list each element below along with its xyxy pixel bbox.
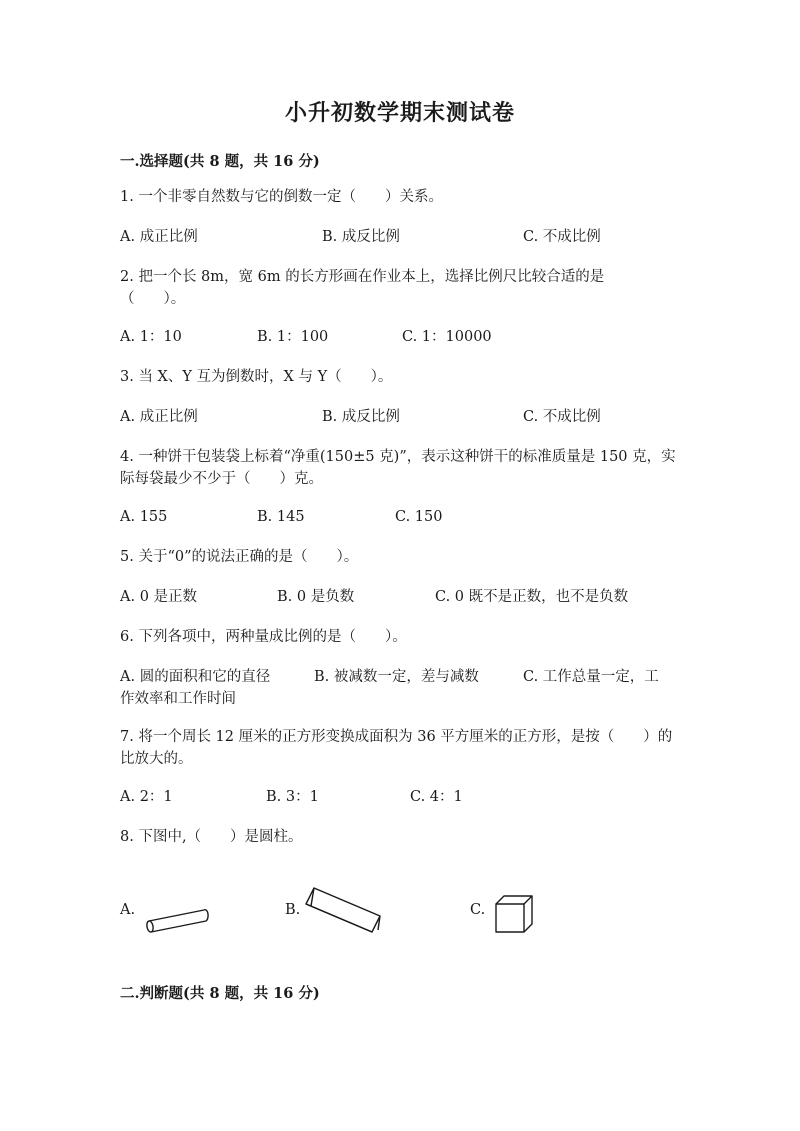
question-6: 6. 下列各项中，两种量成比例的是（ ）。 [120,629,407,645]
option-a[interactable]: A. 0 是正数 [120,589,198,605]
option-a[interactable]: A. [120,902,136,918]
option-a[interactable]: A. 成正比例 [120,229,198,245]
option-a[interactable]: A. 2：1 [120,789,173,805]
option-b[interactable]: B. 被减数一定，差与减数 [314,669,479,685]
option-c[interactable]: C. 150 [395,509,443,525]
cylinder-icon[interactable] [140,906,212,936]
triangular-prism-icon[interactable] [302,884,384,936]
page-title: 小升初数学期末测试卷 [284,100,515,126]
question-2: 2. 把一个长 8m，宽 6m 的长方形画在作业本上，选择比例尺比较合适的是（ ）。 [120,269,605,307]
question-5: 5. 关于“0”的说法正确的是（ ）。 [120,549,359,565]
option-b[interactable]: B. 成反比例 [322,409,400,425]
section-heading-judgement: 二.判断题(共 8 题，共 16 分) [120,985,320,1002]
question-8: 8. 下图中,（ ）是圆柱。 [120,829,303,845]
option-b[interactable]: B. 1：100 [257,329,329,345]
option-c[interactable]: C. 不成比例 [523,229,601,245]
option-b[interactable]: B. 成反比例 [322,229,400,245]
question-1: 1. 一个非零自然数与它的倒数一定（ ）关系。 [120,189,443,205]
cube-icon[interactable] [494,894,534,934]
section-heading-choice: 一.选择题(共 8 题，共 16 分) [120,153,320,170]
option-c[interactable]: C. 1：10000 [402,329,492,345]
option-a[interactable]: A. 成正比例 [120,409,198,425]
option-b[interactable]: B. 0 是负数 [277,589,355,605]
question-4: 4. 一种饼干包装袋上标着“净重(150±5 克)”，表示这种饼干的标准质量是 150 克，实际每袋最少不少于（ ）克。 [120,449,676,487]
option-a[interactable]: A. 1：10 [120,329,182,345]
option-a[interactable]: A. 155 [120,509,168,525]
option-b[interactable]: B. 3：1 [266,789,319,805]
option-b[interactable]: B. [285,902,301,918]
option-c[interactable]: C. 不成比例 [523,409,601,425]
question-7: 7. 将一个周长 12 厘米的正方形变换成面积为 36 平方厘米的正方形，是按（ ）的比放大的。 [120,729,673,767]
option-c[interactable]: C. 4：1 [410,789,463,805]
option-c[interactable]: C. 0 既不是正数，也不是负数 [435,589,629,605]
option-c[interactable]: C. [470,902,486,918]
option-b[interactable]: B. 145 [257,509,305,525]
option-a[interactable]: A. 圆的面积和它的直径 [120,669,271,685]
question-3: 3. 当 X、Y 互为倒数时，X 与 Y（ ）。 [120,369,393,385]
option-c[interactable]: C. 工作总量一定，工作效率和工作时间 [120,669,659,707]
